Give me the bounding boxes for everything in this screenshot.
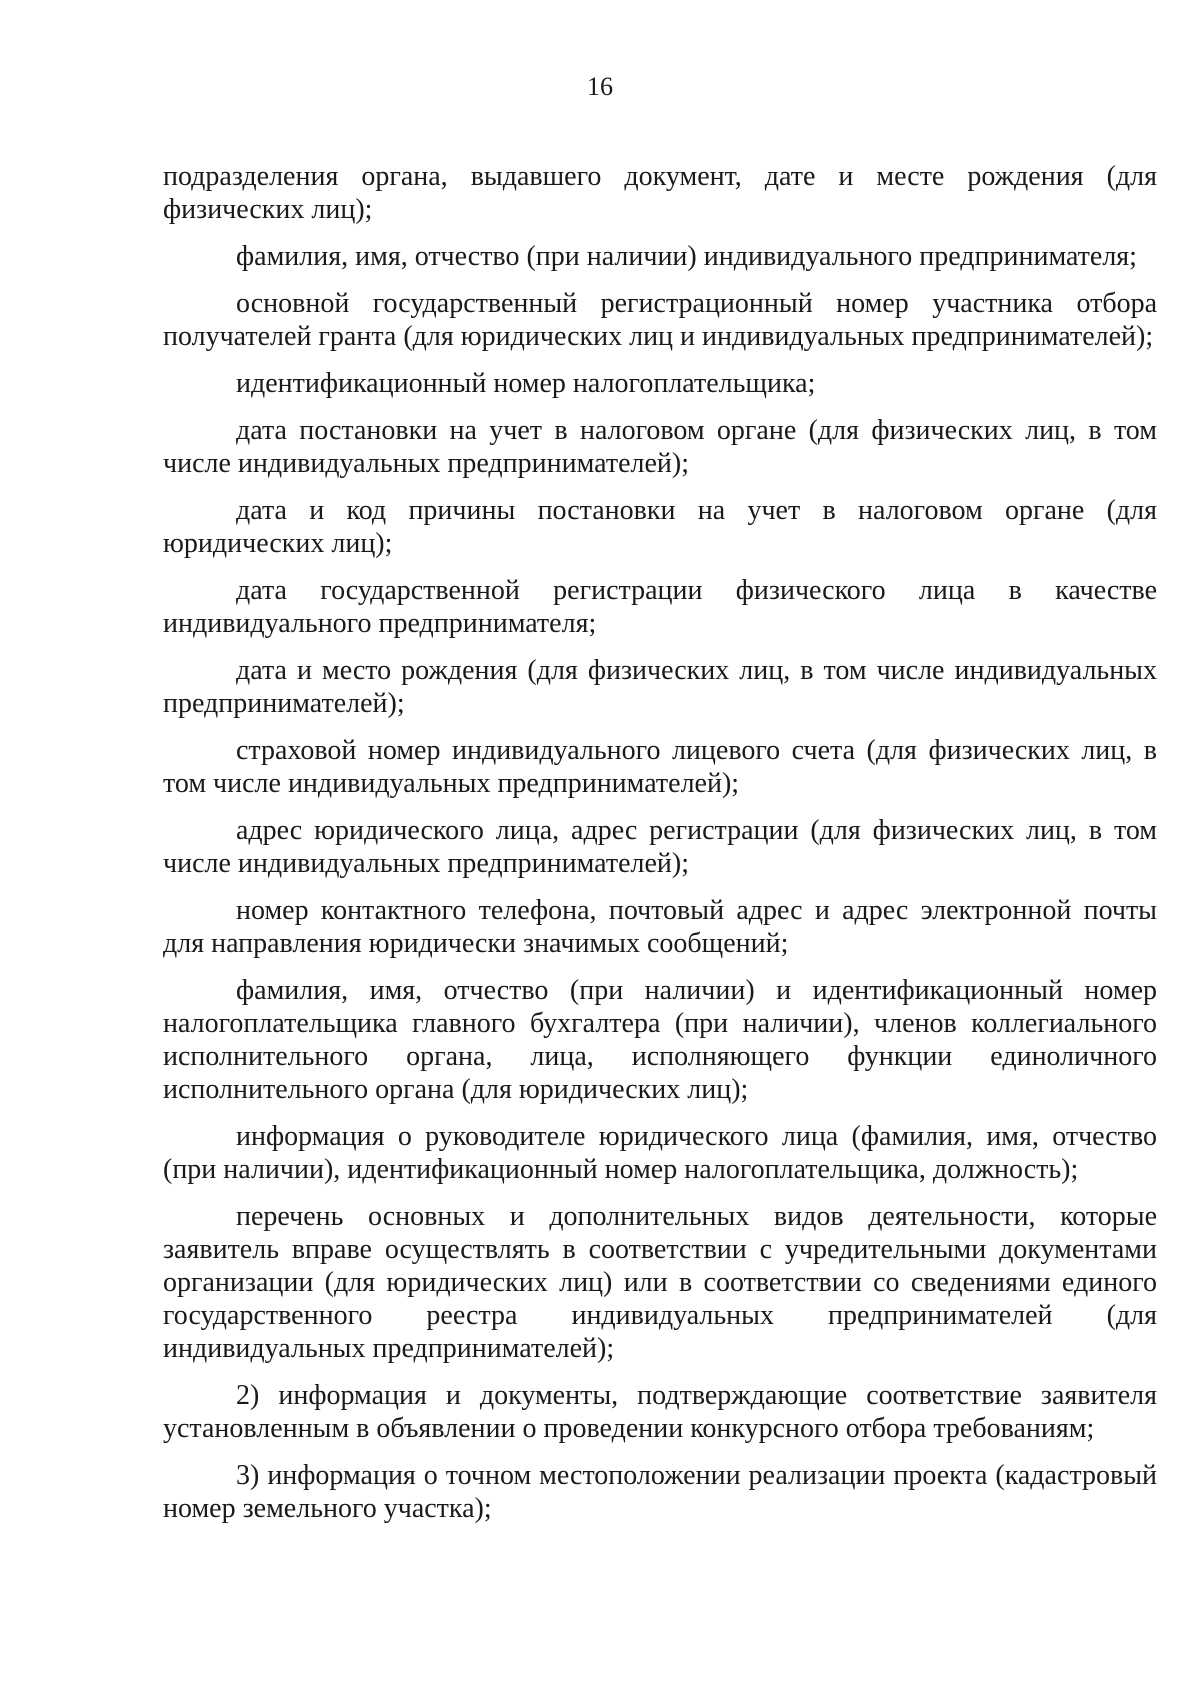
paragraph-head-info: информация о руководителе юридического лица (фамилия, имя, отчество (при наличии), идентификационный номер налогоплательщика, должность); (163, 1121, 1157, 1185)
paragraph-ogrn: основной государственный регистрационный номер участника отбора получателей гранта (для юридических лиц и индивидуальных предпринимателей); (163, 288, 1157, 352)
paragraph-tax-registration-date: дата постановки на учет в налоговом органе (для физических лиц, в том числе индивидуальных предпринимателей); (163, 415, 1157, 479)
page-number: 16 (587, 72, 613, 101)
paragraph-birth-date-place: дата и место рождения (для физических лиц, в том числе индивидуальных предпринимателей); (163, 655, 1157, 719)
paragraph-contacts: номер контактного телефона, почтовый адрес и адрес электронной почты для направления юридически значимых сообщений; (163, 895, 1157, 959)
paragraph-snils: страховой номер индивидуального лицевого счета (для физических лиц, в том числе индивидуальных предпринимателей); (163, 735, 1157, 799)
paragraph-address: адрес юридического лица, адрес регистрации (для физических лиц, в том числе индивидуальных предпринимателей); (163, 815, 1157, 879)
paragraph-kpp: дата и код причины постановки на учет в налоговом органе (для юридических лиц); (163, 495, 1157, 559)
paragraph-chief-accountant: фамилия, имя, отчество (при наличии) и идентификационный номер налогоплательщика главного бухгалтера (при наличии), членов коллегиального исполнительного органа, лица, исполняющего функции единоличного исполнительного органа (для юридических лиц); (163, 975, 1157, 1105)
paragraph-continuation: подразделения органа, выдавшего документ, дате и месте рождения (для физических лиц); (163, 161, 1157, 225)
paragraph-item-2: 2) информация и документы, подтверждающие соответствие заявителя установленным в объявлении о проведении конкурсного отбора требованиям; (163, 1380, 1157, 1444)
paragraph-full-name-entrepreneur: фамилия, имя, отчество (при наличии) индивидуального предпринимателя; (236, 241, 1137, 272)
paragraph-entrepreneur-registration-date: дата государственной регистрации физического лица в качестве индивидуального предпринимателя; (163, 575, 1157, 639)
paragraph-inn: идентификационный номер налогоплательщика; (236, 368, 816, 399)
document-body (163, 160, 1157, 1539)
paragraph-item-3: 3) информация о точном местоположении реализации проекта (кадастровый номер земельного участка); (163, 1460, 1157, 1524)
paragraph-activity-types: перечень основных и дополнительных видов деятельности, которые заявитель вправе осуществлять в соответствии с учредительными документами организации (для юридических лиц) или в соответствии со сведениями единого государственного реестра индивидуальных предпринимателей (для индивидуальных предпринимателей); (163, 1201, 1157, 1364)
